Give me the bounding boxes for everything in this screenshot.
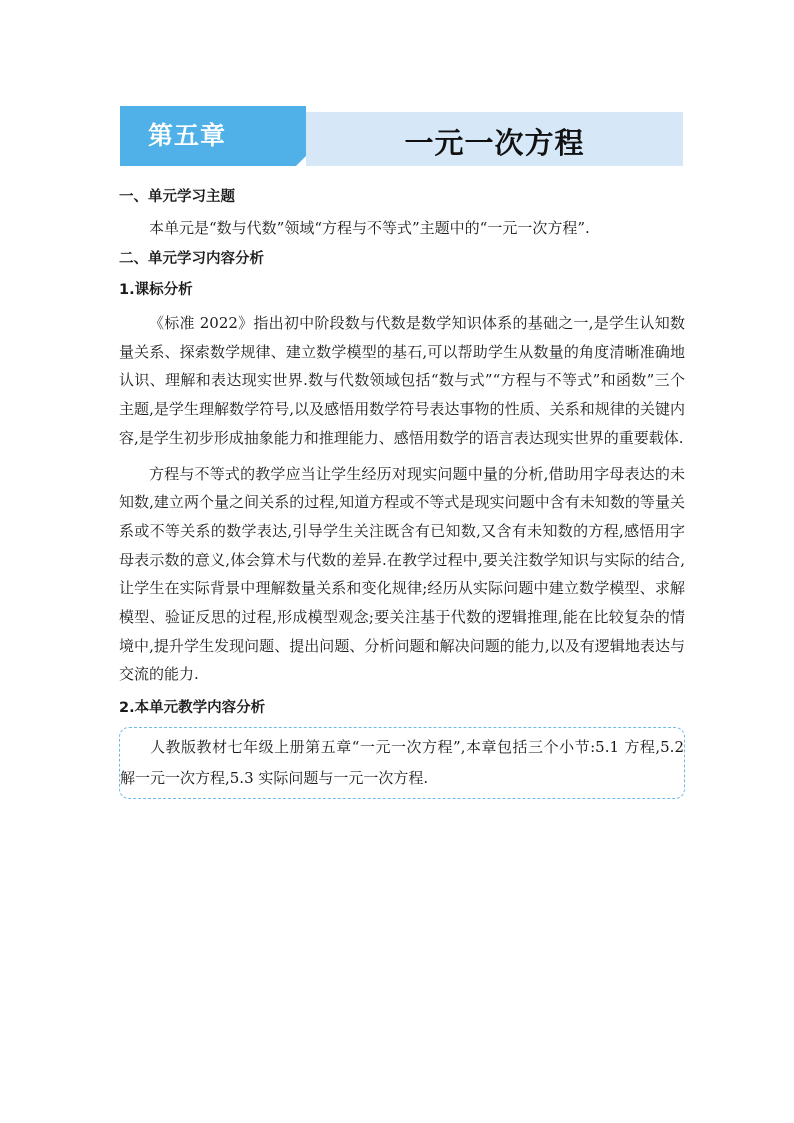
subsection-heading-standards: 1.课标分析 [119, 282, 193, 298]
section-heading-content-analysis: 二、单元学习内容分析 [119, 251, 264, 267]
unit-content-callout [119, 727, 685, 799]
chapter-label: 第五章 [120, 106, 306, 166]
chapter-header [120, 106, 683, 166]
section-heading-theme: 一、单元学习主题 [119, 189, 235, 205]
chapter-tab-corner [296, 156, 306, 166]
chapter-title: 一元一次方程 [404, 126, 585, 160]
theme-paragraph: 本单元是“数与代数”领域“方程与不等式”主题中的“一元一次方程”. [149, 219, 590, 237]
standards-paragraph-2: 方程与不等式的教学应当让学生经历对现实问题中量的分析,借助用字母表达的未知数,建立两个量之间关系的过程,知道方程或不等式是现实问题中含有未知数的等量关系或不等关系的数学表达,引导学生关注既含有已知数,又含有未知数的方程,感悟用字母表示数的意义,体会算术与代数的差异.在教学过程中,要关注数学知识与实际的结合,让学生在实际背景中理解数量关系和变化规律;经历从实际问题中建立数学模型、求解模型、验证反思的过程,形成模型观念;要关注基于代数的逻辑推理,能在比较复杂的情境中,提升学生发现问题、提出问题、分析问题和解决问题的能力,以及有逻辑地表达与交流的能力. [119, 464, 685, 684]
subsection-heading-unit-content: 2.本单元教学内容分析 [119, 700, 266, 717]
standards-paragraph-1: 《标准 2022》指出初中阶段数与代数是数学知识体系的基础之一,是学生认知数量关系、探索数学规律、建立数学模型的基石,可以帮助学生从数量的角度清晰准确地认识、理解和表达现实世界.数与代数领域包括“数与式”“方程与不等式”和函数”三个主题,是学生理解数学符号,以及感悟用数学符号表达事物的性质、关系和规律的关键内容,是学生初步形成抽象能力和推理能力、感悟用数学的语言表达现实世界的重要载体. [119, 314, 685, 447]
document-body [119, 185, 685, 799]
unit-content-paragraph: 人教版教材七年级上册第五章“一元一次方程”,本章包括三个小节:5.1 方程,5.2 解一元一次方程,5.3 实际问题与一元一次方程. [120, 738, 684, 788]
